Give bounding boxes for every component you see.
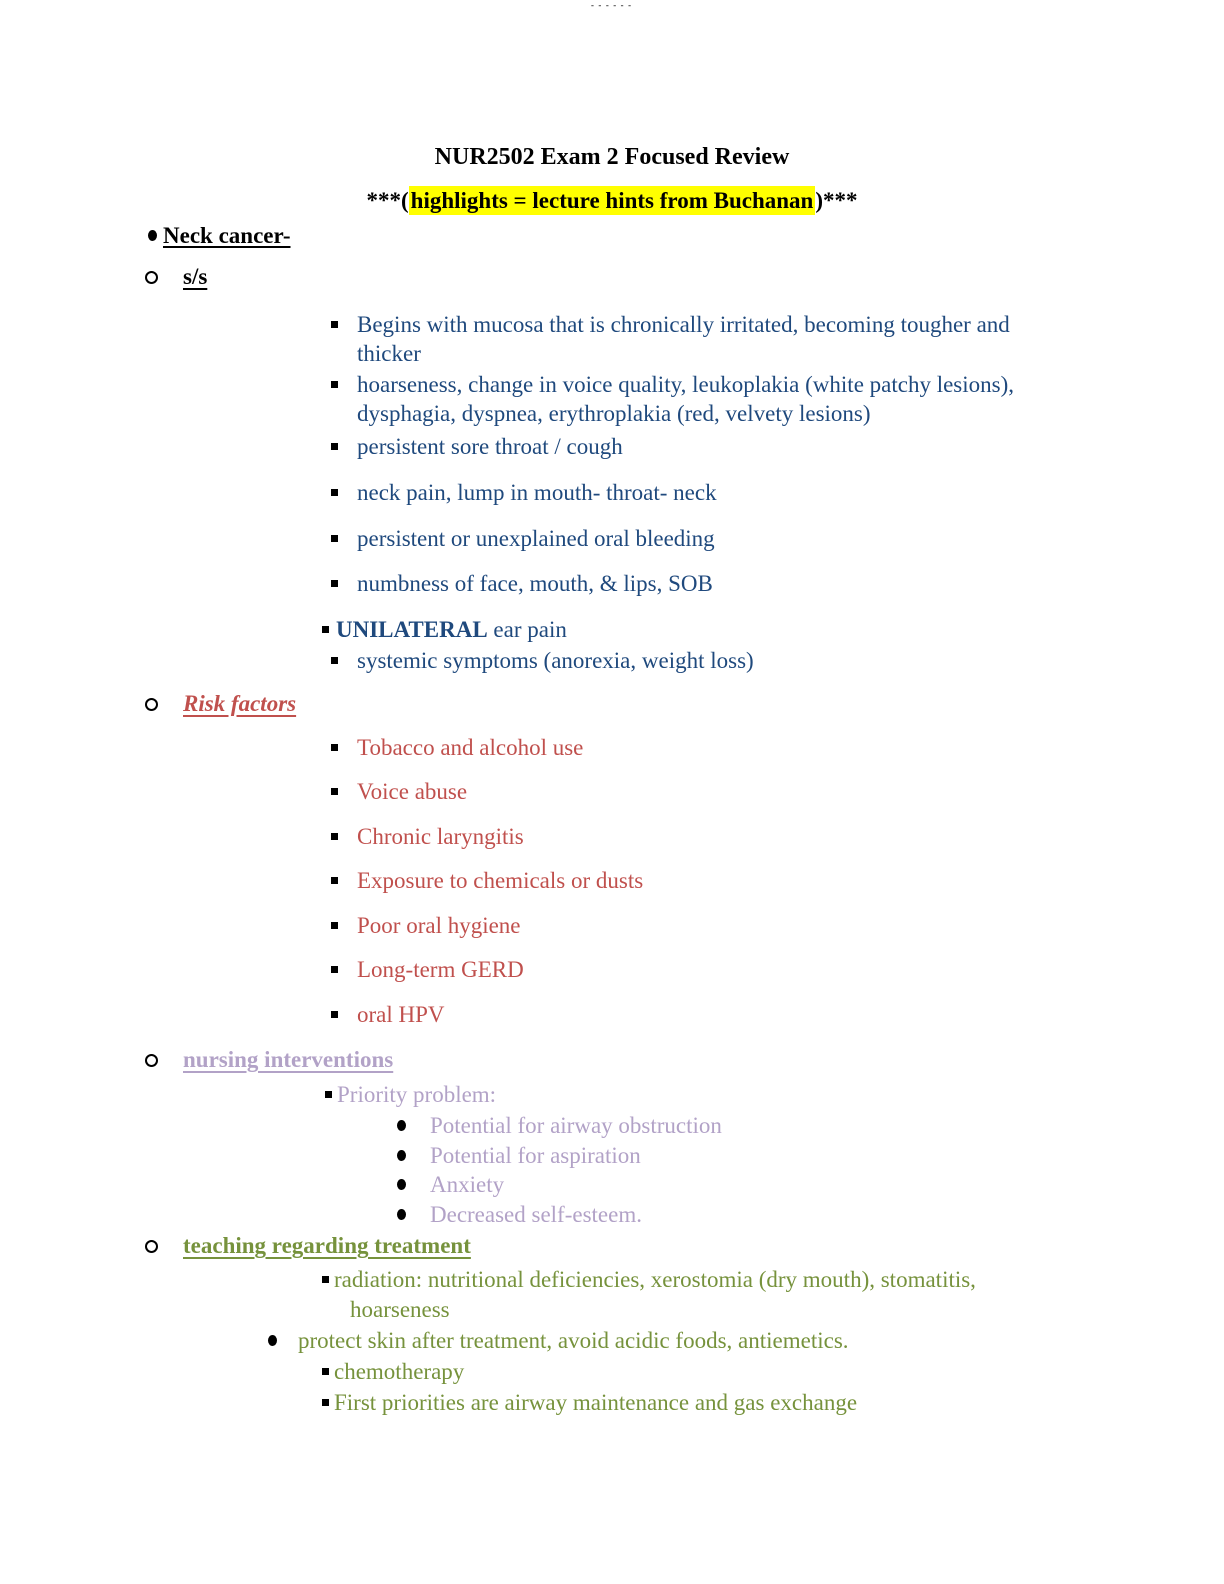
square-bullet-icon <box>331 321 338 328</box>
priority-problem-item <box>0 1170 1224 1199</box>
square-bullet-icon <box>331 922 338 929</box>
ss-item-text: neck pain, lump in mouth- throat- neck <box>357 480 717 505</box>
disc-bullet-icon <box>397 1150 406 1161</box>
disc-bullet-icon <box>148 230 157 241</box>
section-teaching <box>0 1231 1224 1260</box>
risk-factor-item <box>0 866 1224 895</box>
disc-bullet-icon <box>397 1120 406 1131</box>
square-bullet-icon <box>331 744 338 751</box>
document-subtitle <box>0 186 1224 215</box>
document-title: NUR2502 Exam 2 Focused Review <box>434 144 790 170</box>
square-bullet-icon <box>331 580 338 587</box>
circle-bullet-icon <box>145 1240 158 1253</box>
teaching-item-text: hoarseness <box>350 1297 450 1322</box>
highlighted-note: highlights = lecture hints from Buchanan <box>410 188 814 213</box>
square-bullet-icon <box>331 788 338 795</box>
circle-bullet-icon <box>145 271 158 284</box>
risk-factor-item <box>0 777 1224 806</box>
priority-problem-label-row <box>0 1080 1224 1109</box>
disc-bullet-icon <box>268 1335 277 1346</box>
page-header-marks: ------ <box>589 1 635 11</box>
priority-problem-text: Potential for airway obstruction <box>430 1113 722 1138</box>
ss-item-text <box>336 615 1224 644</box>
risk-factor-text: Chronic laryngitis <box>357 824 524 849</box>
risk-factor-item <box>0 733 1224 762</box>
section-teaching-label: teaching regarding treatment <box>183 1233 471 1258</box>
section-ss-label: s/s <box>183 264 208 289</box>
risk-factor-text: oral HPV <box>357 1002 445 1027</box>
square-bullet-icon <box>322 1368 329 1375</box>
teaching-item <box>0 1326 1224 1355</box>
ss-item-text: persistent or unexplained oral bleeding <box>357 526 715 551</box>
priority-problem-text: Anxiety <box>430 1172 505 1197</box>
teaching-item-text: chemotherapy <box>334 1359 465 1384</box>
square-bullet-icon <box>331 966 338 973</box>
ss-item <box>0 370 1224 428</box>
disc-bullet-icon <box>397 1209 406 1220</box>
ss-item <box>0 478 1224 507</box>
teaching-item-text: protect skin after treatment, avoid acidic foods, antiemetics. <box>298 1328 849 1353</box>
ss-item <box>0 569 1224 598</box>
ss-item-text: systemic symptoms (anorexia, weight loss) <box>357 648 754 673</box>
subtitle-prefix: ***( <box>366 188 409 213</box>
square-bullet-icon <box>322 1399 329 1406</box>
topic-label: Neck cancer- <box>163 223 291 248</box>
square-bullet-icon <box>331 833 338 840</box>
section-nursing-interventions <box>0 1045 1224 1074</box>
risk-factor-item <box>0 911 1224 940</box>
priority-problem-text: Potential for aspiration <box>430 1143 641 1168</box>
square-bullet-icon <box>322 626 329 633</box>
ss-item-text: thicker <box>357 341 421 366</box>
square-bullet-icon <box>331 535 338 542</box>
teaching-item <box>0 1388 1224 1417</box>
risk-factor-text: Poor oral hygiene <box>357 913 521 938</box>
topic-neck-cancer <box>0 221 1224 250</box>
teaching-item <box>0 1357 1224 1386</box>
section-risk-factors-label: Risk factors <box>183 691 297 716</box>
risk-factor-item <box>0 1000 1224 1029</box>
section-nursing-label: nursing interventions <box>183 1047 394 1072</box>
section-risk-factors <box>0 689 1224 718</box>
circle-bullet-icon <box>145 698 158 711</box>
circle-bullet-icon <box>145 1054 158 1067</box>
risk-factor-item <box>0 822 1224 851</box>
ss-item <box>0 432 1224 461</box>
ss-item <box>0 646 1224 675</box>
section-ss <box>0 262 1224 291</box>
disc-bullet-icon <box>397 1179 406 1190</box>
ss-item-unilateral <box>0 615 1224 644</box>
priority-problem-text: Decreased self-esteem. <box>430 1202 642 1227</box>
ss-item-text: Begins with mucosa that is chronically irritated, becoming tougher and <box>357 312 1010 337</box>
priority-problem-item <box>0 1200 1224 1229</box>
unilateral-rest: ear pain <box>487 617 567 642</box>
risk-factor-text: Long-term GERD <box>357 957 524 982</box>
square-bullet-icon <box>331 443 338 450</box>
ss-item-text: dysphagia, dyspnea, erythroplakia (red, velvety lesions) <box>357 401 871 426</box>
square-bullet-icon <box>325 1091 332 1098</box>
teaching-item-text: First priorities are airway maintenance and gas exchange <box>334 1390 858 1415</box>
square-bullet-icon <box>331 657 338 664</box>
risk-factor-text: Voice abuse <box>357 779 468 804</box>
square-bullet-icon <box>322 1276 329 1283</box>
ss-item-text: persistent sore throat / cough <box>357 434 623 459</box>
square-bullet-icon <box>331 877 338 884</box>
ss-item-text: numbness of face, mouth, & lips, SOB <box>357 571 713 596</box>
risk-factor-item <box>0 955 1224 984</box>
ss-item <box>0 524 1224 553</box>
square-bullet-icon <box>331 381 338 388</box>
teaching-item-text: radiation: nutritional deficiencies, xerostomia (dry mouth), stomatitis, <box>334 1267 976 1292</box>
ss-item-text: hoarseness, change in voice quality, leukoplakia (white patchy lesions), <box>357 372 1015 397</box>
unilateral-emphasis: UNILATERAL <box>336 617 488 642</box>
risk-factor-text: Exposure to chemicals or dusts <box>357 868 644 893</box>
priority-problem-item <box>0 1111 1224 1140</box>
square-bullet-icon <box>331 489 338 496</box>
teaching-item <box>0 1265 1224 1325</box>
square-bullet-icon <box>331 1011 338 1018</box>
priority-problem-item <box>0 1141 1224 1170</box>
subtitle-suffix: )*** <box>815 188 858 213</box>
risk-factor-text: Tobacco and alcohol use <box>357 735 584 760</box>
priority-problem-label: Priority problem: <box>337 1082 497 1107</box>
ss-item <box>0 310 1224 368</box>
